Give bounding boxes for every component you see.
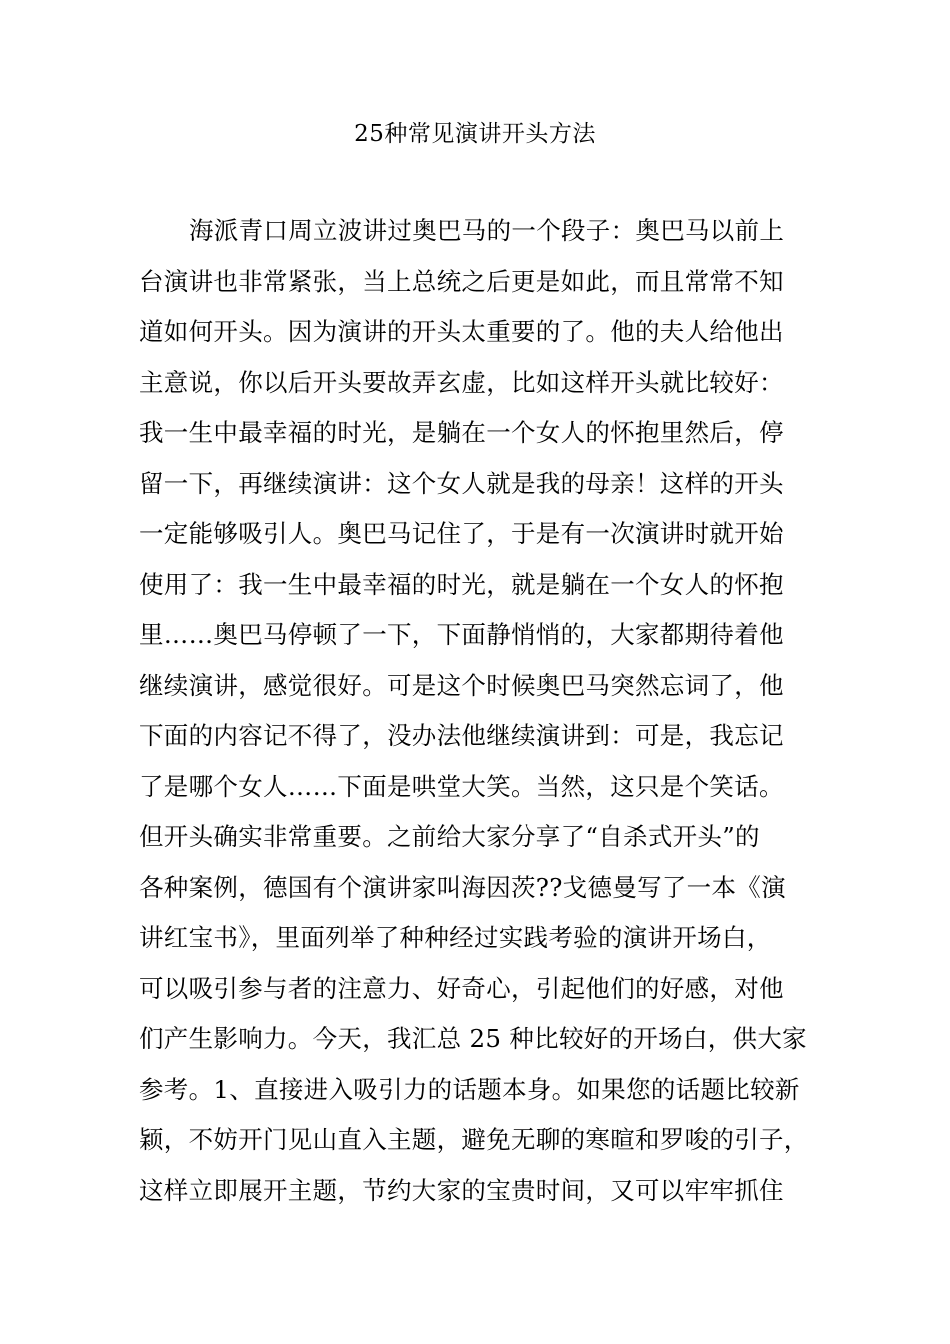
body-line: 继续演讲，感觉很好。可是这个时候奥巴马突然忘词了，他 xyxy=(139,670,784,700)
body-line: 留一下，再继续演讲：这个女人就是我的母亲！这样的开头 xyxy=(139,468,784,498)
body-line: 但开头确实非常重要。之前给大家分享了“自杀式开头”的 xyxy=(139,822,760,851)
body-line: 使用了：我一生中最幸福的时光，就是躺在一个女人的怀抱 xyxy=(139,569,784,599)
body-line: 参考。1、直接进入吸引力的话题本身。如果您的话题比较新 xyxy=(139,1074,800,1104)
body-line: 这样立即展开主题，节约大家的宝贵时间，又可以牢牢抓住 xyxy=(139,1175,784,1205)
document-body xyxy=(139,206,819,1216)
body-line: 下面的内容记不得了，没办法他继续演讲到：可是，我忘记 xyxy=(139,721,784,750)
body-line: 里……奥巴马停顿了一下，下面静悄悄的，大家都期待着他 xyxy=(139,620,784,649)
body-line: 们产生影响力。今天，我汇总 25 种比较好的开场白，供大家 xyxy=(139,1024,807,1053)
body-line: 颖，不妨开门见山直入主题，避免无聊的寒暄和罗唆的引子， xyxy=(139,1125,809,1154)
body-line: 可以吸引参与者的注意力、好奇心，引起他们的好感，对他 xyxy=(139,973,784,1003)
body-line: 了是哪个女人……下面是哄堂大笑。当然，这只是个笑话。 xyxy=(139,771,784,801)
body-line: 海派青口周立波讲过奥巴马的一个段子：奥巴马以前上 xyxy=(189,216,785,245)
body-line: 我一生中最幸福的时光，是躺在一个女人的怀抱里然后，停 xyxy=(139,418,784,447)
body-line: 台演讲也非常紧张，当上总统之后更是如此，而且常常不知 xyxy=(139,266,784,296)
body-line: 道如何开头。因为演讲的开头太重要的了。他的夫人给他出 xyxy=(139,317,784,346)
body-line: 主意说，你以后开头要故弄玄虚，比如这样开头就比较好： xyxy=(139,367,784,397)
body-line: 讲红宝书》，里面列举了种种经过实践考验的演讲开场白， xyxy=(139,923,772,952)
document-title: 25种常见演讲开头方法 xyxy=(354,121,596,147)
body-line: 各种案例，德国有个演讲家叫海因茨??戈德曼写了一本《演 xyxy=(139,872,786,902)
body-line: 一定能够吸引人。奥巴马记住了，于是有一次演讲时就开始 xyxy=(139,519,784,548)
